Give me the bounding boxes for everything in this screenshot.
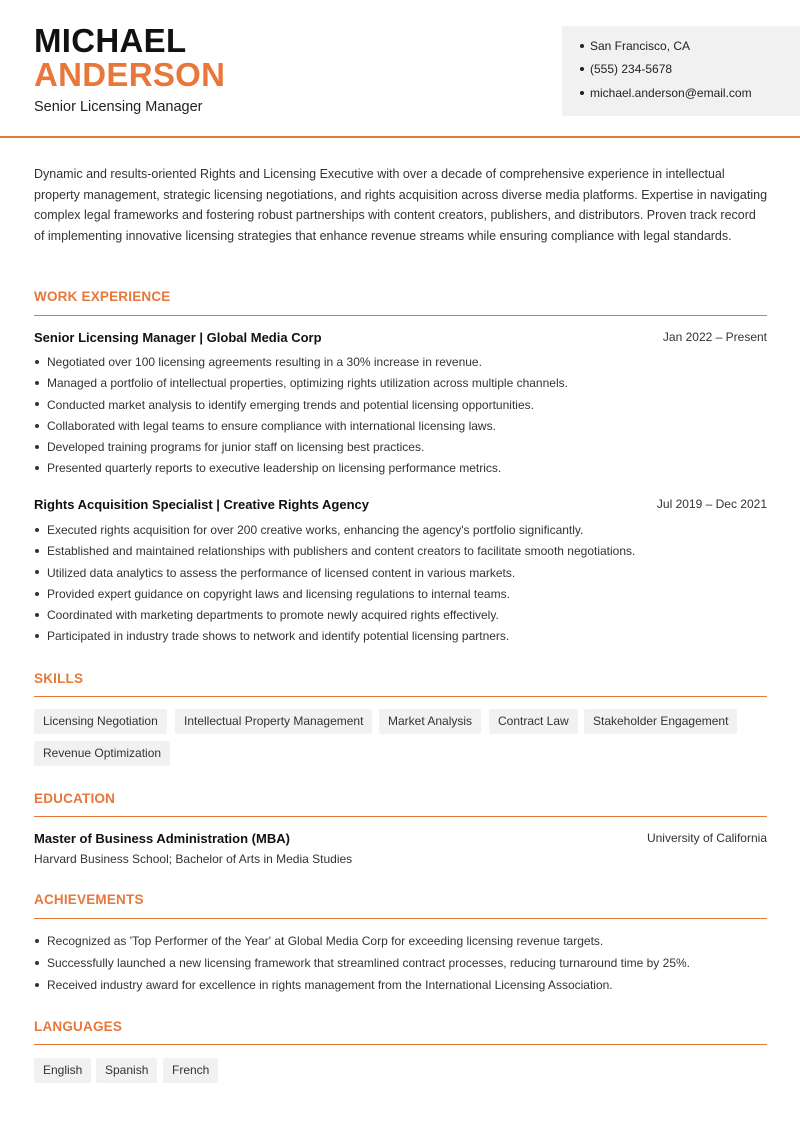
bullet-text: Developed training programs for junior staff on licensing best practices. xyxy=(47,440,425,455)
bullet-icon xyxy=(580,44,584,48)
bullet-icon xyxy=(35,528,39,532)
bullet-text: Presented quarterly reports to executive leadership on licensing performance metrics. xyxy=(47,461,502,476)
list-item xyxy=(34,563,774,584)
bullet-text: Established and maintained relationships with publishers and content creators to facilitate smooth negotiations. xyxy=(47,544,636,559)
bullet-icon xyxy=(35,570,39,574)
bullet-text: Executed rights acquisition for over 200 creative works, enhancing the agency's portfolio significantly. xyxy=(47,523,584,537)
section-title-achievements: ACHIEVEMENTS xyxy=(34,892,144,907)
job-bullets-2 xyxy=(34,520,774,648)
language-chip: French xyxy=(163,1058,218,1083)
bullet-text: Participated in industry trade shows to network and identify potential licensing partners. xyxy=(47,629,510,644)
section-title-education: EDUCATION xyxy=(34,791,116,806)
education-school: University of California xyxy=(646,831,767,845)
list-item xyxy=(34,952,774,974)
bullet-text: Negotiated over 100 licensing agreements resulting in a 30% increase in revenue. xyxy=(47,355,482,369)
section-divider xyxy=(34,696,767,697)
contact-box xyxy=(562,26,800,116)
bullet-icon xyxy=(35,961,39,965)
section-divider xyxy=(34,816,767,817)
bullet-icon xyxy=(35,381,39,385)
list-item xyxy=(34,458,774,479)
bullet-icon xyxy=(580,67,584,71)
resume-header xyxy=(0,0,800,138)
bullet-text: Conducted market analysis to identify emerging trends and potential licensing opportunities. xyxy=(47,397,534,412)
bullet-text: Received industry award for excellence in rights management from the International Licensing Association. xyxy=(47,978,613,992)
bullet-icon xyxy=(35,360,39,364)
list-item xyxy=(34,974,774,996)
skill-chip: Intellectual Property Management xyxy=(175,709,372,734)
language-chip: English xyxy=(34,1058,91,1083)
first-name: MICHAEL xyxy=(34,22,187,59)
list-item xyxy=(34,416,774,437)
profile-summary: Dynamic and results-oriented Rights and Licensing Executive with over a decade of comprehensive experience in intellectual property management, strategic licensing negotiations, and rights acquisition across diverse media platforms. Expertise in navigating complex legal frameworks and fostering robust partnerships with content creators, publishers, and distributors. Proven track record of implementing innovative licensing strategies that enhance revenue streams while ensuring compliance with legal standards. xyxy=(34,167,768,243)
bullet-icon xyxy=(35,424,39,428)
bullet-icon xyxy=(35,402,39,406)
bullet-icon xyxy=(35,939,39,943)
job-title-1: Senior Licensing Manager | Global Media Corp xyxy=(34,330,322,345)
bullet-icon xyxy=(35,592,39,596)
list-item xyxy=(34,930,774,952)
bullet-icon xyxy=(35,983,39,987)
list-item xyxy=(34,520,774,541)
skill-chip: Stakeholder Engagement xyxy=(584,709,737,734)
education-detail: Harvard Business School; Bachelor of Arts in Media Studies xyxy=(34,852,353,866)
list-item xyxy=(34,437,774,458)
bullet-text: Provided expert guidance on copyright laws and licensing regulations to internal teams. xyxy=(47,586,510,601)
skill-chip: Market Analysis xyxy=(379,709,481,734)
bullet-text: Successfully launched a new licensing framework that streamlined contract processes, reducing turnaround time by 25%. xyxy=(47,956,690,970)
list-item xyxy=(34,626,774,647)
job-dates-2: Jul 2019 – Dec 2021 xyxy=(656,497,767,511)
contact-phone xyxy=(580,62,672,76)
section-title-work: WORK EXPERIENCE xyxy=(34,289,171,304)
list-item xyxy=(34,373,774,394)
achievements-list xyxy=(34,930,774,996)
skill-chip: Contract Law xyxy=(489,709,578,734)
bullet-icon xyxy=(35,549,39,553)
section-title-skills: SKILLS xyxy=(34,671,84,686)
bullet-text: Utilized data analytics to assess the performance of licensed content in various markets. xyxy=(47,565,516,580)
job-bullets-1 xyxy=(34,352,774,480)
language-chip: Spanish xyxy=(96,1058,157,1083)
contact-location-text: San Francisco, CA xyxy=(590,39,691,53)
bullet-text: Managed a portfolio of intellectual properties, optimizing rights utilization across multiple channels. xyxy=(47,376,568,391)
job-dates-1: Jan 2022 – Present xyxy=(662,330,767,344)
list-item xyxy=(34,541,774,562)
section-divider xyxy=(34,315,767,316)
bullet-icon xyxy=(35,445,39,449)
contact-phone-text: (555) 234-5678 xyxy=(590,62,673,76)
bullet-icon xyxy=(35,613,39,617)
list-item xyxy=(34,395,774,416)
contact-email-text[interactable]: michael.anderson@email.com xyxy=(590,86,752,100)
job-title-2: Rights Acquisition Specialist | Creative Rights Agency xyxy=(34,497,369,512)
job-title: Senior Licensing Manager xyxy=(34,99,203,115)
bullet-icon xyxy=(35,634,39,638)
section-divider xyxy=(34,1044,767,1045)
education-degree: Master of Business Administration (MBA) xyxy=(34,831,290,846)
list-item xyxy=(34,584,774,605)
list-item xyxy=(34,605,774,626)
last-name: ANDERSON xyxy=(34,56,226,93)
bullet-text: Coordinated with marketing departments to promote newly acquired rights effectively. xyxy=(47,608,499,623)
list-item xyxy=(34,352,774,373)
skill-chip: Licensing Negotiation xyxy=(34,709,167,734)
section-divider xyxy=(34,918,767,919)
contact-email[interactable] xyxy=(580,86,752,100)
bullet-icon xyxy=(35,466,39,470)
section-title-languages: LANGUAGES xyxy=(34,1019,123,1034)
bullet-text: Collaborated with legal teams to ensure compliance with international licensing laws. xyxy=(47,418,496,433)
bullet-text: Recognized as 'Top Performer of the Year' at Global Media Corp for exceeding licensing revenue targets. xyxy=(47,934,604,948)
contact-location xyxy=(580,39,690,53)
skill-chip: Revenue Optimization xyxy=(34,741,170,766)
bullet-icon xyxy=(580,91,584,95)
